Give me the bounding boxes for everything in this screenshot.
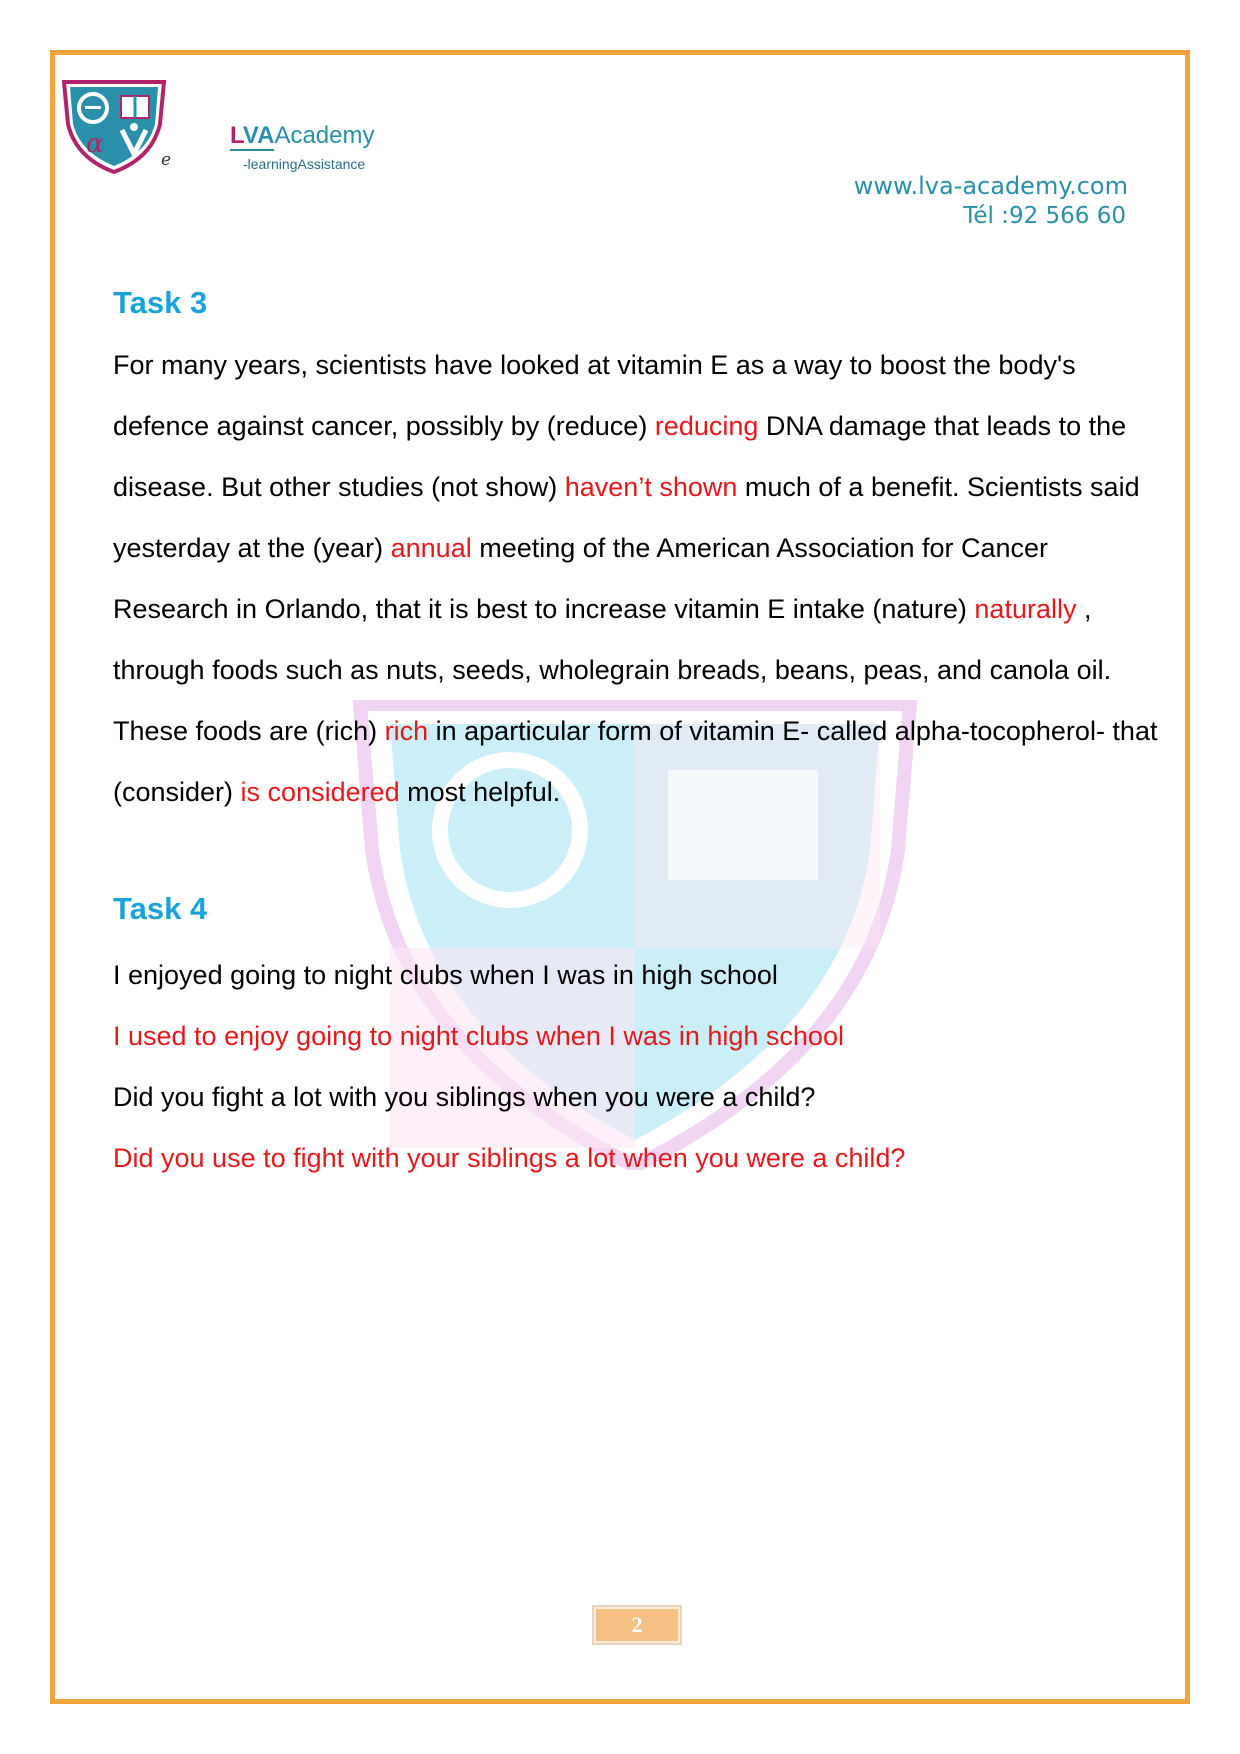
text-segment: , through foods such as nuts, seeds, wholegrain breads, beans, peas, and canola oil. These foods are (rich) — [113, 594, 1112, 746]
answer-line: I used to enjoy going to night clubs when I was in high school — [113, 1021, 844, 1051]
alpha-icon: α — [86, 129, 104, 159]
text-segment: most helpful. — [399, 777, 561, 807]
task4-lines — [113, 945, 1163, 1189]
brand-name — [230, 122, 375, 150]
text-segment: DNA damage that leads to the disease. But other studies (not show) — [113, 411, 1127, 502]
academy-logo — [60, 78, 168, 174]
question-line: I enjoyed going to night clubs when I was in high school — [113, 960, 778, 990]
answer-is-considered: is considered — [240, 777, 400, 807]
logo-letter: e — [161, 150, 172, 170]
answer-annual: annual — [390, 533, 472, 563]
brand-tagline: -learningAssistance — [243, 156, 366, 172]
answer-havent-shown: haven’t shown — [564, 472, 738, 502]
answer-naturally: naturally — [974, 594, 1084, 624]
page-number: 2 — [592, 1605, 682, 1645]
website-link[interactable]: www.lva-academy.com — [853, 172, 1128, 200]
text-segment: in aparticular form of vitamin E- called alpha-tocopherol- that (consider) — [113, 716, 1158, 807]
task3-paragraph — [113, 335, 1163, 823]
task3-title: Task 3 — [113, 285, 208, 320]
brand-academy: Academy — [274, 122, 375, 149]
answer-reducing: reducing — [654, 411, 759, 441]
answer-line: Did you use to fight with your siblings a lot when you were a child? — [113, 1143, 906, 1173]
question-line: Did you fight a lot with you siblings when you were a child? — [113, 1082, 816, 1112]
text-segment: much of a benefit. Scientists said yesterday at the (year) — [113, 472, 1140, 563]
answer-rich: rich — [384, 716, 429, 746]
text-segment: For many years, scientists have looked at vitamin E as a way to boost the body's defence against cancer, possibly by (reduce) — [113, 350, 1076, 441]
text-segment: meeting of the American Association for Cancer Research in Orlando, that it is best to increase vitamin E intake (nature) — [113, 533, 1049, 624]
phone-number: Tél :92 566 60 — [963, 203, 1126, 229]
brand-lva: LVA — [230, 122, 275, 149]
task4-title: Task 4 — [113, 891, 208, 926]
content — [113, 280, 1163, 1189]
